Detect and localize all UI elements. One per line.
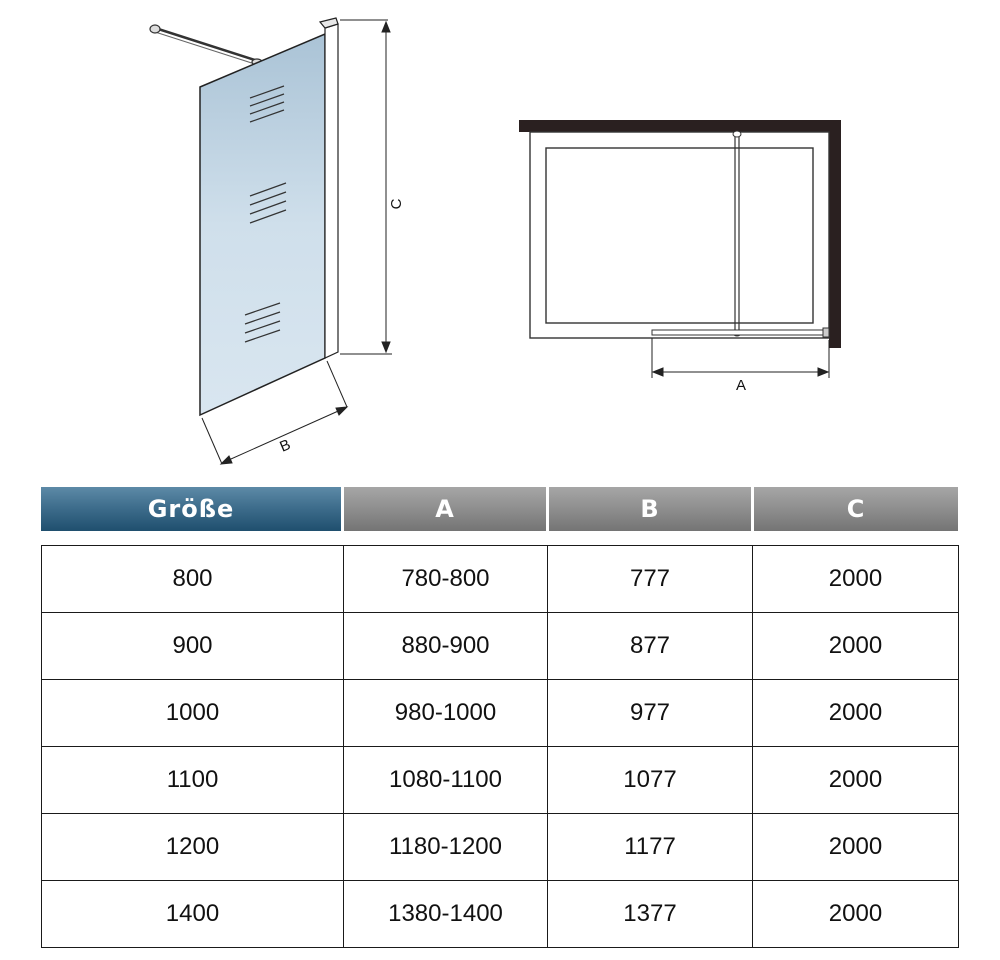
table-row [42,613,959,680]
cell-groesse: 900 [42,613,344,680]
wall-profile [325,24,338,358]
dimension-label-b: B [277,436,294,456]
cell-c: 2000 [753,814,959,881]
size-table-header [41,487,958,531]
header-b: B [549,487,751,531]
cell-c: 2000 [753,613,959,680]
table-row [42,881,959,948]
cell-c: 2000 [753,546,959,613]
glass-pane [200,34,325,415]
shower-tray-inner [546,148,813,323]
header-a: A [344,487,546,531]
panel-perspective-view [150,18,405,464]
stabilizer-bar [150,25,262,65]
table-row [42,814,959,881]
cell-a: 880-900 [344,613,548,680]
cell-a: 1380-1400 [344,881,548,948]
dimension-label-c: C [388,198,405,210]
cell-a: 1180-1200 [344,814,548,881]
shower-tray [530,132,829,338]
cell-a: 980-1000 [344,680,548,747]
cell-a: 1080-1100 [344,747,548,814]
dimension-a [652,338,829,378]
cell-b: 777 [548,546,753,613]
cell-groesse: 1400 [42,881,344,948]
header-groesse: Größe [41,487,341,531]
wall-top [519,120,841,132]
dimension-c [340,20,392,354]
dimension-label-a: A [735,377,747,394]
cell-groesse: 1100 [42,747,344,814]
table-row [42,680,959,747]
cell-c: 2000 [753,881,959,948]
cell-groesse: 1200 [42,814,344,881]
cell-a: 780-800 [344,546,548,613]
cell-b: 1077 [548,747,753,814]
cell-groesse: 800 [42,546,344,613]
size-table [41,545,959,948]
cell-c: 2000 [753,747,959,814]
cell-b: 977 [548,680,753,747]
panel-top-view [519,120,841,394]
table-row [42,546,959,613]
cell-c: 2000 [753,680,959,747]
wall-right [829,120,841,348]
cell-b: 1377 [548,881,753,948]
cell-b: 1177 [548,814,753,881]
header-c: C [754,487,958,531]
table-row [42,747,959,814]
cell-groesse: 1000 [42,680,344,747]
glass-panel-plan [652,330,828,335]
cell-b: 877 [548,613,753,680]
